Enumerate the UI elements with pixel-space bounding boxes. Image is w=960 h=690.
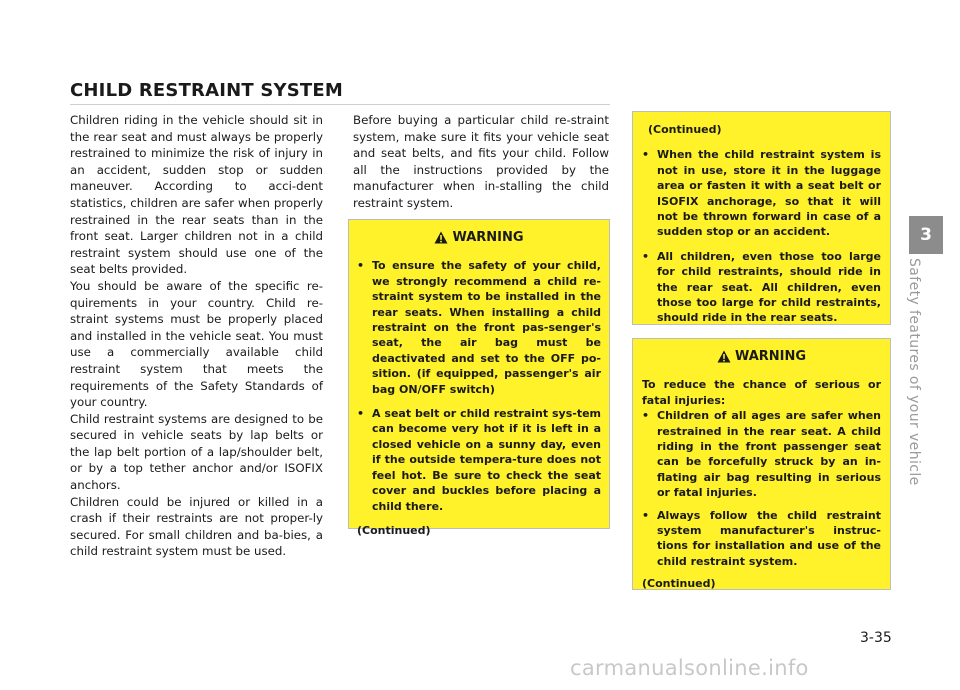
body-column-left: [70, 112, 323, 560]
warning-item: • A seat belt or child restraint sys-tem can become very hot if it is left in a closed vehicle on a sunny day, even if the outside tempera-ture does not feel hot. Be sure to check the seat cover and buckles before placing a child there.: [357, 406, 601, 514]
warning-box-1: [348, 219, 610, 537]
warning-heading-text: WARNING: [452, 230, 524, 245]
section-title: CHILD RESTRAINT SYSTEM: [70, 80, 343, 101]
warning-list: [642, 408, 881, 569]
warning-triangle-icon: [717, 350, 731, 363]
warning-item: • When the child restraint system is not in use, store it in the luggage area or fasten it with a seat belt or ISOFIX anchorage, so that it will not be thrown forward in case of a sudden stop or an accident.: [642, 147, 881, 239]
body-paragraph: You should be aware of the specific re-quirements in your country. Child re-straint systems must be properly placed and installed in the vehicle seat. You must use a commercially available child restraint system that meets the requirements of the Safety Standards of your country.: [70, 278, 323, 410]
warning-heading: [642, 349, 881, 364]
warning-item: • Children of all ages are safer when restrained in the rear seat. A child riding in the front passenger seat can be forcefully struck by an in-flating air bag resulting in serious or fatal injuries.: [642, 408, 881, 500]
continued-heading: (Continued): [648, 123, 722, 136]
chapter-tab: 3: [909, 216, 943, 254]
warning-box-2: [632, 338, 891, 590]
warning-item: • All children, even those too large for child restraints, should ride in the rear seat. All children, even those too large for child restraints, should ride in the rear seats.: [642, 249, 881, 326]
continued-warning-box: [632, 111, 891, 325]
chapter-title: Safety features of your vehicle: [906, 258, 922, 486]
warning-item: • Always follow the child restraint system manufacturer's instruc-tions for installation and use of the child restraint system.: [642, 508, 881, 570]
title-divider: [70, 104, 610, 105]
body-paragraph: Children could be injured or killed in a crash if their restraints are not proper-ly secured. For small children and ba-bies, a child restraint system must be used.: [70, 494, 323, 559]
body-paragraph: Before buying a particular child re-straint system, make sure it fits your vehicle seat and seat belts, and fits your child. Follow all the instructions provided by the manufacturer when in-stalling the child restraint system.: [353, 113, 609, 210]
warning-triangle-icon: [434, 231, 448, 244]
warning-list: [642, 147, 881, 325]
warning-heading-text: WARNING: [734, 349, 807, 364]
continued-label: (Continued): [357, 523, 431, 537]
warning-heading: [357, 230, 601, 245]
warning-intro: To reduce the chance of serious or fatal injuries:: [642, 378, 881, 407]
warning-item: • To ensure the safety of your child, we strongly recommend a child re-straint system to be installed in the rear seats. When installing a child restraint on the front pas-senger's seat, the air bag must be deactivated and set to the OFF po-sition. (if equipped, passenger's air bag ON/OFF switch): [357, 258, 601, 397]
warning-list: [357, 258, 601, 514]
page-number: 3-35: [860, 630, 892, 646]
body-paragraph: Child restraint systems are designed to be secured in vehicle seats by lap belts or the lap belt portion of a lap/shoulder belt, or by a top tether anchor and/or ISOFIX anchors.: [70, 411, 323, 493]
chapter-title-wrap: [902, 258, 930, 486]
body-column-middle: [353, 112, 609, 212]
body-paragraph: Children riding in the vehicle should sit in the rear seat and must always be properly restrained to minimize the risk of injury in an accident, sudden stop or sudden maneuver. According to acci-dent statistics, children are safer when properly restrained in the rear seats than in the front seat. Larger children not in a child restraint system should use one of the seat belts provided.: [70, 113, 323, 277]
watermark: carmanualsonline.info: [570, 656, 809, 680]
continued-label: (Continued): [642, 577, 716, 591]
